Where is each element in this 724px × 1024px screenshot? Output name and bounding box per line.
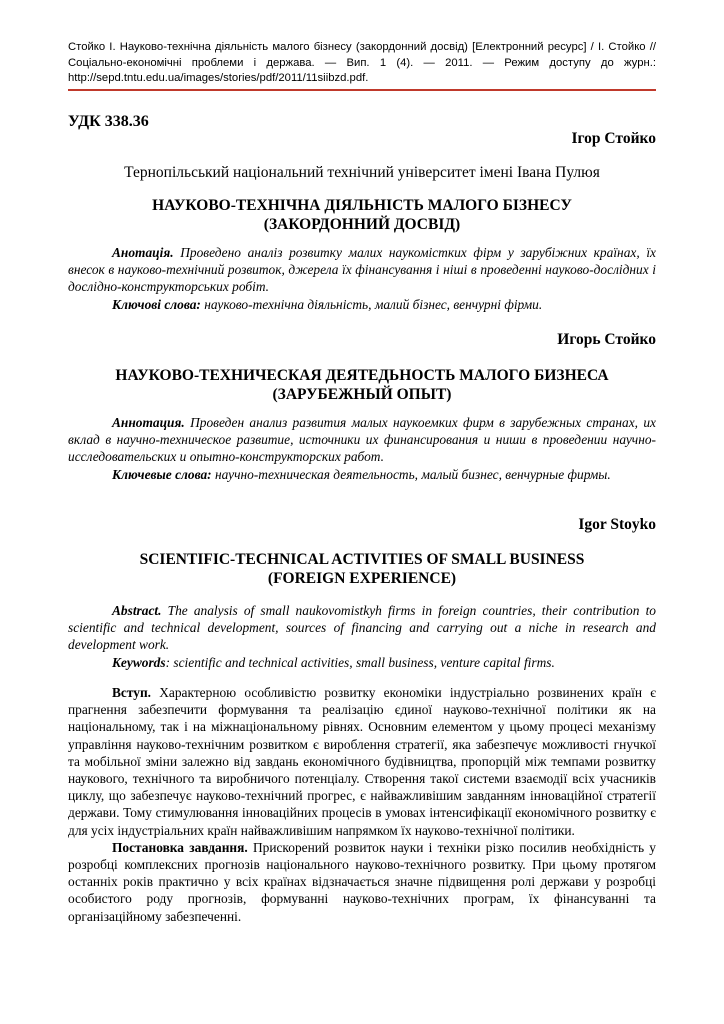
title-uk-line2: (ЗАКОРДОННИЙ ДОСВІД) <box>263 216 461 233</box>
keywords-en-text: : scientific and technical activities, small business, venture capital firms. <box>165 654 555 670</box>
intro-text: Характерною особливістю розвитку економіки індустріально розвинених країн є прагнення забезпечити формування та реалізацію єдиної науково-технічної політики як на національному, так і на міжнаціональному рівнях. Основним елементом у цьому процесі механізму управління науково-технічним розвитком є вироблення стратегії, яка забезпечує можливості гнучкої та мобільної зміни залежно від завдань економічного будівництва, пропорцій між темпами розвитку наукового, технічного та виробничого потенціалу. Створення такої системи взаємодії всіх учасників циклу, що забезпечує науково-технічний прогрес, є найважливішим завданням інноваційної стратегії держави. Тому стимулювання інноваційних процесів в умовах інтенсифікації економічного розвитку є для усіх індустріальних країн найважливішим напрямком їх науково-технічної політики. <box>68 685 656 838</box>
abstract-ru-text: Проведен анализ развития малых наукоемких фирм в зарубежных странах, их вклад в научно-техническое развитие, источники их финансирования и ниши в проведении научно-исследовательских и опытно-конструкторских работ. <box>68 415 656 465</box>
title-ru <box>68 366 656 404</box>
author-uk: Ігор Стойко <box>571 130 656 147</box>
affiliation-uk: Тернопільський національний технічний університет імені Івана Пулюя <box>124 164 600 181</box>
abstract-en-label: Abstract. <box>112 603 162 618</box>
task-text: Прискорений розвиток науки і техніки різко посилив необхідність у розробці комплексних прогнозів національного науково-технічного розвитку. При цьому протягом останніх років практично у всіх країнах відзначається значне підвищення ролі держави у розробці особистого роду прогнозів, формуванні науково-технічних програм, їх фінансуванні та організаційному забезпеченні. <box>68 839 656 924</box>
author-ru: Игорь Стойко <box>557 331 656 348</box>
title-en-line1: SCIENTIFIC-TECHNICAL ACTIVITIES OF SMALL BUSINESS <box>139 551 585 568</box>
intro-label: Вступ. <box>112 685 152 700</box>
keywords-uk-text: науково-технічна діяльність, малий бізнес, венчурні фірми. <box>200 296 543 312</box>
task-paragraph <box>68 839 656 925</box>
title-ru-line1: НАУКОВО-ТЕХНИЧЕСКАЯ ДЕЯТЕДЬНОСТЬ МАЛОГО БИЗНЕСА <box>115 367 609 384</box>
body-text <box>68 684 656 925</box>
intro-paragraph <box>68 684 656 839</box>
abstract-uk-label: Анотація. <box>112 245 174 260</box>
title-en-line2: (FOREIGN EXPERIENCE) <box>267 570 457 587</box>
abstract-uk <box>68 244 656 313</box>
keywords-ru-text: научно-техническая деятельность, малый бизнес, венчурные фирмы. <box>211 466 611 482</box>
abstract-ru-label: Аннотация. <box>112 415 185 430</box>
header-divider <box>68 89 656 91</box>
title-uk-line1: НАУКОВО-ТЕХНІЧНА ДІЯЛЬНІСТЬ МАЛОГО БІЗНЕСУ <box>152 197 572 214</box>
title-uk <box>68 196 656 234</box>
citation-header: Стойко І. Науково-технічна діяльність малого бізнесу (закордонний досвід) [Електронний ресурс] / І. Стойко // Соціально-економічні проблеми і держава. — Вип. 1 (4). — 2011. — Режим доступу до журн.: http://sepd.tntu.edu.ua/images/stories/pdf/2011/11siibzd.pdf. <box>68 41 656 84</box>
udc-code: УДК 338.36 <box>68 113 149 130</box>
abstract-en <box>68 602 656 671</box>
abstract-en-text: The analysis of small naukovomistkyh firms in foreign countries, their contribution to scientific and technical development, sources of financing and carrying out a niche in research and development work. <box>68 603 656 653</box>
keywords-en-label: Keywords <box>112 654 166 670</box>
title-en <box>68 550 656 588</box>
keywords-uk-label: Ключові слова: <box>112 296 201 312</box>
abstract-uk-text: Проведено аналіз розвитку малих наукомістких фірм у зарубіжних країнах, їх внесок в науково-технічний розвиток, джерела їх фінансування і ніші в проведенні науково-дослідних і дослідно-конструкторських робіт. <box>68 245 656 295</box>
title-ru-line2: (ЗАРУБЕЖНЫЙ ОПЫТ) <box>272 386 452 403</box>
author-en: Igor Stoyko <box>578 516 656 533</box>
abstract-ru <box>68 414 656 483</box>
keywords-ru-label: Ключевые слова: <box>112 466 212 482</box>
task-label: Постановка завдання. <box>112 839 248 855</box>
